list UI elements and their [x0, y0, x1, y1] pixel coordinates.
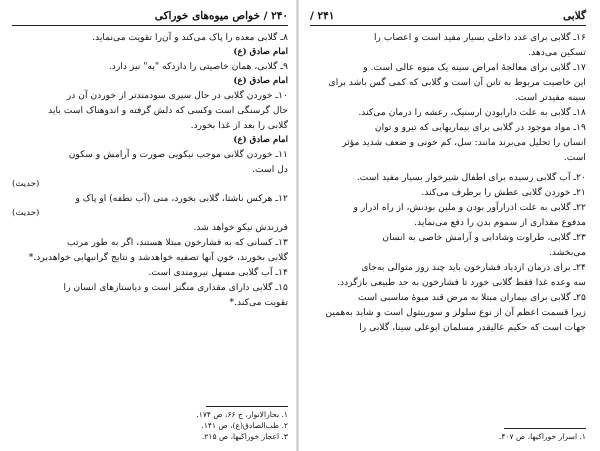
text-line: ۲۲ـ گلابی به علت ادرارآور بودن و ملین بودنش، از راه ادرار و — [353, 202, 586, 213]
text-line: ۱۷ـ گلابی برای معالجهٔ امراض سینه یک میوه عالی است. و — [363, 62, 586, 73]
text-line: ۹ـ گلابی، همان خاصیتی را داردکه "به" نیز دارد. — [108, 61, 288, 72]
footnote: ۳. اعجاز خوراکیها، ص ۲۱۵. — [201, 432, 288, 441]
text-line: جهات است که حکیم عالیقدر مسلمان ابوعلی سینا، گلابی را — [359, 322, 586, 333]
right-page-body — [310, 30, 586, 335]
right-footnotes — [310, 428, 586, 442]
right-header-title: گلابی — [563, 10, 586, 22]
source-attribution: امام صادق (ع) — [233, 47, 288, 57]
left-page-header — [12, 10, 288, 26]
text-line: ۱۶ـ گلابی برای غدد داخلی بسیار مفید است و اعصاب را — [373, 32, 586, 43]
text-line: گلابی را بعد از غذا بخورد. — [190, 120, 288, 131]
text-line: ۱۴ـ آب گلابی مسهل نیرومندی است. — [148, 267, 288, 278]
right-page — [310, 10, 586, 446]
source-attribution: امام صادق (ع) — [233, 135, 288, 145]
footnote: ۲. طب‌الصادق(ع)، ص ۱۴۱. — [201, 421, 288, 430]
text-line: است. — [563, 152, 586, 163]
text-line: گلابی بخورند، خون آنها تصفیه خواهدشد و نتایج گرانبهایی خواهدبرد.* — [28, 252, 288, 263]
text-line: مدفوع مقداری از سموم بدن را دفع می‌نماید. — [414, 217, 586, 228]
text-line: ۱۸ـ گلابی به علت دارابودن ارسنیک، رعشه را درمان می‌کند. — [358, 107, 586, 118]
left-footnotes — [12, 406, 288, 442]
left-page-body — [12, 30, 288, 310]
text-line: ۲۵ـ گلابی برای بیماران مبتلا به مرض قند میوهٔ مناسبی است — [357, 292, 586, 303]
text-line: این خاصیت مربوط به تانن آن است و گلابی که کمی گس باشد برای — [328, 77, 586, 88]
text-line: تقویت می‌کند.* — [229, 297, 288, 308]
text-line: ۱۰ـ خوردن گلابی در حال سیری سودمندتر از خوردن آن در — [66, 90, 288, 101]
text-line: تسکین می‌دهد. — [528, 47, 586, 58]
text-line: ۸ـ گلابی معده را پاک می‌کند و آن‌را تقویت می‌نماید. — [92, 32, 288, 43]
text-line: دل است. — [252, 164, 288, 175]
text-line: ۱۵ـ گلابی دارای مقداری منگنز است و دیاستازهای انسان را — [63, 282, 288, 293]
text-line: ۱۳ـ کسانی که به فشارخون مبتلا هستند، اگر به طور مرتب — [67, 237, 288, 248]
text-line: ۲۳ـ گلابی، طراوت وشادابی و آرامش خاصی به انسان — [382, 232, 586, 243]
hadith-reference: (حدیث) — [12, 179, 40, 189]
left-header-title: ۲۴۰ / خواص میوه‌های خوراکی — [154, 10, 288, 22]
right-header-page-number: ۲۴۱ / — [310, 10, 335, 22]
text-line: می‌بخشد. — [548, 247, 586, 258]
footnote: ۱. بحارالانوار، ج ۶۶، ص ۱۷۴. — [196, 410, 288, 419]
right-page-header — [310, 10, 586, 26]
text-line: ۲۱ـ خوردن گلابی عطش را برطرف می‌کند. — [421, 187, 586, 198]
text-line: ۱۹ـ مواد موجود در گلابی برای بیماریهایی که تیرو و توان — [374, 122, 586, 133]
text-line: زیرا قسمت اعظم آن از نوع سلولز و سوربیتول است و شاید به‌همین — [325, 307, 586, 318]
text-line: حال گرسنگی است وکسی که دلش گرفته و اندوهناک است باید — [48, 105, 288, 116]
book-gutter — [296, 0, 299, 451]
text-line: انسان را تحلیل می‌برند مانند: سل، کم خونی و ضعف شدید مؤثر — [342, 137, 586, 148]
text-line: ۲۴ـ برای درمان ازدیاد فشارخون باید چند روز متوالی به‌جای — [361, 262, 586, 273]
text-line: فرزندش نیکو خواهد شد. — [193, 222, 288, 233]
footnote: ۱. اسرار خوراکیها، ص ۴۰۷. — [498, 432, 586, 441]
hadith-reference: (حدیث) — [12, 208, 40, 218]
text-line: سینه مفیدتر است. — [515, 92, 586, 103]
footnote-rule — [206, 406, 288, 407]
text-line: سه وعده غذا فقط گلابی خورد تا فشارخون به حد طبیعی بازگردد. — [337, 277, 586, 288]
text-line: ۱۲ـ هرکس ناشتا، گلابی بخورد، منی (آب نطفه) او پاک و — [75, 193, 288, 204]
text-line: ۱۱ـ خوردن گلابی موجب نیکویی صورت و آرامش و سکون — [68, 149, 288, 160]
left-page — [12, 10, 288, 446]
footnote-rule — [504, 428, 586, 429]
text-line: ۲۰ـ آب گلابی رسیده برای اطفال شیرخوار بسیار مفید است. — [356, 172, 586, 183]
source-attribution: امام صادق (ع) — [233, 76, 288, 86]
